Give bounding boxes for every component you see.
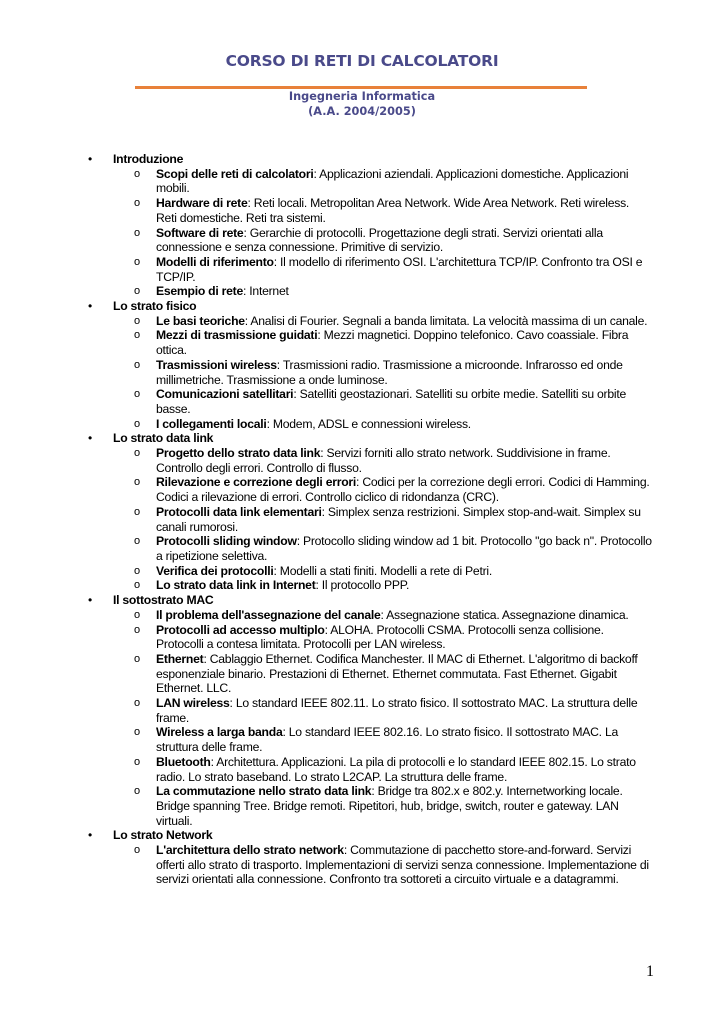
topic-item bbox=[113, 284, 652, 299]
page-title: CORSO DI RETI DI CALCOLATORI bbox=[225, 52, 499, 70]
topic-title: Modelli di riferimento bbox=[156, 254, 274, 269]
topic-title: Trasmissioni wireless bbox=[156, 357, 277, 372]
topic-title: Scopi delle reti di calcolatori bbox=[156, 166, 314, 181]
topic-title: Mezzi di trasmissione guidati bbox=[156, 328, 318, 343]
topic-list bbox=[113, 314, 724, 432]
section-item bbox=[0, 593, 724, 828]
circle-bullet-icon: o bbox=[134, 197, 140, 210]
section-title: Lo strato Network bbox=[113, 828, 213, 843]
section-item bbox=[0, 299, 724, 431]
circle-bullet-icon: o bbox=[134, 755, 140, 768]
topic-description: : Gerarchie di protocolli. Progettazione degli strati. Servizi orientati alla connessione e senza connessione. Primitive di servizio. bbox=[156, 225, 603, 255]
topic-title: Esempio di rete bbox=[156, 284, 244, 299]
bullet-icon: • bbox=[88, 152, 92, 166]
section-title: Lo strato data link bbox=[113, 431, 214, 446]
topic-item bbox=[113, 475, 652, 504]
topic-item bbox=[113, 652, 652, 696]
topic-item bbox=[113, 623, 652, 652]
topic-item bbox=[113, 255, 652, 284]
topic-item bbox=[113, 417, 652, 432]
circle-bullet-icon: o bbox=[134, 726, 140, 739]
topic-title: Verifica dei protocolli bbox=[156, 563, 274, 578]
circle-bullet-icon: o bbox=[134, 255, 140, 268]
topic-title: L'architettura dello strato network bbox=[156, 843, 344, 858]
circle-bullet-icon: o bbox=[134, 226, 140, 239]
bullet-icon: • bbox=[88, 828, 92, 843]
topic-title: I collegamenti locali bbox=[156, 416, 267, 431]
topic-list bbox=[113, 446, 724, 593]
topic-title: Bluetooth bbox=[156, 754, 211, 769]
circle-bullet-icon: o bbox=[134, 652, 140, 665]
topic-description: : Lo standard IEEE 802.11. Lo strato fisico. Il sottostrato MAC. La struttura delle frame. bbox=[156, 696, 638, 725]
section-item bbox=[0, 828, 724, 887]
topic-item bbox=[113, 725, 652, 754]
section-list bbox=[0, 152, 724, 887]
topic-item bbox=[113, 564, 652, 579]
circle-bullet-icon: o bbox=[134, 697, 140, 710]
topic-item bbox=[113, 358, 652, 387]
bullet-icon: • bbox=[88, 431, 92, 446]
topic-description: : Lo standard IEEE 802.16. Lo strato fisico. Il sottostrato MAC. La struttura delle frame. bbox=[156, 725, 618, 755]
topic-item bbox=[113, 328, 652, 357]
topic-list bbox=[113, 843, 724, 887]
topic-title: Protocolli ad accesso multiplo bbox=[156, 622, 325, 637]
course-subtitle: Ingegneria Informatica bbox=[288, 90, 436, 103]
topic-description: : Reti locali. Metropolitan Area Network. Wide Area Network. Reti wireless. Reti domestiche. Reti tra sistemi. bbox=[156, 196, 630, 225]
circle-bullet-icon: o bbox=[134, 329, 140, 342]
topic-description: : Codici per la correzione degli errori. Codici di Hamming. Codici a rilevazione di errori. Controllo ciclico di ridondanza (CRC). bbox=[156, 475, 650, 505]
topic-description: : Architettura. Applicazioni. La pila di protocolli e lo standard IEEE 802.15. Lo strato radio. Lo strato baseband. Lo strato L2CAP. La struttura delle frame. bbox=[156, 754, 636, 784]
section-title: Il sottostrato MAC bbox=[113, 593, 214, 608]
topic-description: : Trasmissioni radio. Trasmissione a microonde. Infrarosso ed onde millimetriche. Trasmissione a onde luminose. bbox=[156, 357, 623, 387]
circle-bullet-icon: o bbox=[134, 447, 140, 460]
section-item bbox=[0, 152, 724, 299]
title-underline bbox=[135, 86, 587, 89]
topic-title: Le basi teoriche bbox=[156, 313, 245, 328]
topic-title: Il problema dell'assegnazione del canale bbox=[156, 607, 381, 622]
topic-title: Rilevazione e correzione degli errori bbox=[156, 475, 357, 490]
academic-year: (A.A. 2004/2005) bbox=[308, 105, 416, 118]
topic-description: : Servizi forniti allo strato network. Suddivisione in frame. Controllo degli errori. Controllo di flusso. bbox=[156, 446, 611, 475]
topic-description: : Bridge tra 802.x e 802.y. Internetworking locale. Bridge spanning Tree. Bridge remoti. Ripetitori, hub, bridge, switch, router e gateway. LAN virtuali. bbox=[156, 784, 623, 828]
bullet-icon: • bbox=[88, 593, 92, 608]
circle-bullet-icon: o bbox=[134, 388, 140, 401]
topic-item bbox=[113, 505, 652, 534]
circle-bullet-icon: o bbox=[134, 358, 140, 371]
circle-bullet-icon: o bbox=[134, 844, 140, 857]
circle-bullet-icon: o bbox=[134, 314, 140, 327]
topic-description: : ALOHA. Protocolli CSMA. Protocolli senza collisione. Protocolli a contesa limitata. Protocolli per LAN wireless. bbox=[156, 622, 604, 652]
topic-description: : Il modello di riferimento OSI. L'architettura TCP/IP. Confronto tra OSI e TCP/IP. bbox=[156, 254, 643, 284]
topic-item bbox=[113, 226, 652, 255]
circle-bullet-icon: o bbox=[134, 505, 140, 518]
topic-title: Hardware di rete bbox=[156, 196, 248, 211]
topic-title: Wireless a larga banda bbox=[156, 725, 283, 740]
topic-description: : Simplex senza restrizioni. Simplex stop-and-wait. Simplex su canali rumorosi. bbox=[156, 504, 641, 534]
circle-bullet-icon: o bbox=[134, 476, 140, 489]
topic-item bbox=[113, 387, 652, 416]
topic-description: : Mezzi magnetici. Doppino telefonico. Cavo coassiale. Fibra ottica. bbox=[156, 328, 629, 358]
topic-description: : Il protocollo PPP. bbox=[315, 578, 410, 593]
circle-bullet-icon: o bbox=[134, 623, 140, 636]
topic-description: : Satelliti geostazionari. Satelliti su orbite medie. Satelliti su orbite basse. bbox=[156, 387, 626, 416]
topic-description: : Analisi di Fourier. Segnali a banda limitata. La velocità massima di un canale. bbox=[244, 313, 648, 328]
section-title: Lo strato fisico bbox=[113, 299, 197, 314]
topic-item bbox=[113, 446, 652, 475]
topic-title: Protocolli sliding window bbox=[156, 534, 297, 549]
topic-item bbox=[113, 534, 652, 563]
topic-title: Software di rete bbox=[156, 225, 244, 240]
circle-bullet-icon: o bbox=[134, 535, 140, 548]
topic-description: : Cablaggio Ethernet. Codifica Manchester. Il MAC di Ethernet. L'algoritmo di backoff esponenziale binario. Prestazioni di Ethernet. Ethernet commutata. Fast Ethernet. Gigabit Ethernet. LLC. bbox=[156, 651, 638, 696]
topic-item bbox=[113, 755, 652, 784]
topic-title: La commutazione nello strato data link bbox=[156, 784, 372, 799]
topic-item bbox=[113, 167, 652, 196]
topic-item bbox=[113, 696, 652, 725]
circle-bullet-icon: o bbox=[134, 785, 140, 798]
topic-title: Protocolli data link elementari bbox=[156, 504, 322, 519]
circle-bullet-icon: o bbox=[134, 417, 140, 430]
page-number: 1 bbox=[646, 963, 654, 980]
topic-description: : Modelli a stati finiti. Modelli a rete di Petri. bbox=[273, 563, 492, 578]
topic-title: LAN wireless bbox=[156, 696, 230, 711]
circle-bullet-icon: o bbox=[134, 167, 140, 180]
topic-item bbox=[113, 196, 652, 225]
circle-bullet-icon: o bbox=[134, 608, 140, 621]
topic-description: : Modem, ADSL e connessioni wireless. bbox=[266, 416, 471, 431]
topic-list bbox=[113, 167, 724, 299]
topic-description: : Protocollo sliding window ad 1 bit. Protocollo "go back n". Protocollo a ripetizione selettiva. bbox=[156, 534, 652, 563]
topic-title: Progetto dello strato data link bbox=[156, 446, 321, 461]
topic-title: Lo strato data link in Internet bbox=[156, 578, 316, 593]
topic-item bbox=[113, 784, 652, 828]
topic-description: : Internet bbox=[243, 284, 289, 299]
circle-bullet-icon: o bbox=[134, 285, 140, 298]
topic-description: : Assegnazione statica. Assegnazione dinamica. bbox=[380, 607, 629, 622]
topic-item bbox=[113, 314, 652, 329]
topic-title: Ethernet bbox=[156, 651, 204, 666]
topic-description: : Applicazioni aziendali. Applicazioni domestiche. Applicazioni mobili. bbox=[156, 166, 629, 196]
topic-list bbox=[113, 608, 724, 829]
circle-bullet-icon: o bbox=[134, 579, 140, 592]
topic-item bbox=[113, 843, 652, 887]
circle-bullet-icon: o bbox=[134, 564, 140, 577]
topic-item bbox=[113, 578, 652, 593]
section-item bbox=[0, 431, 724, 593]
topic-description: : Commutazione di pacchetto store-and-forward. Servizi offerti allo strato di trasporto. Implementazioni di servizi senza connessione. Implementazione di servizi orientati alla connessione. Confronto tra sottoreti a circuito virtuale e a datagrammi. bbox=[156, 843, 649, 887]
section-title: Introduzione bbox=[113, 152, 184, 166]
syllabus-content bbox=[0, 152, 724, 887]
bullet-icon: • bbox=[88, 299, 92, 314]
topic-title: Comunicazioni satellitari bbox=[156, 387, 294, 402]
topic-item bbox=[113, 608, 652, 623]
